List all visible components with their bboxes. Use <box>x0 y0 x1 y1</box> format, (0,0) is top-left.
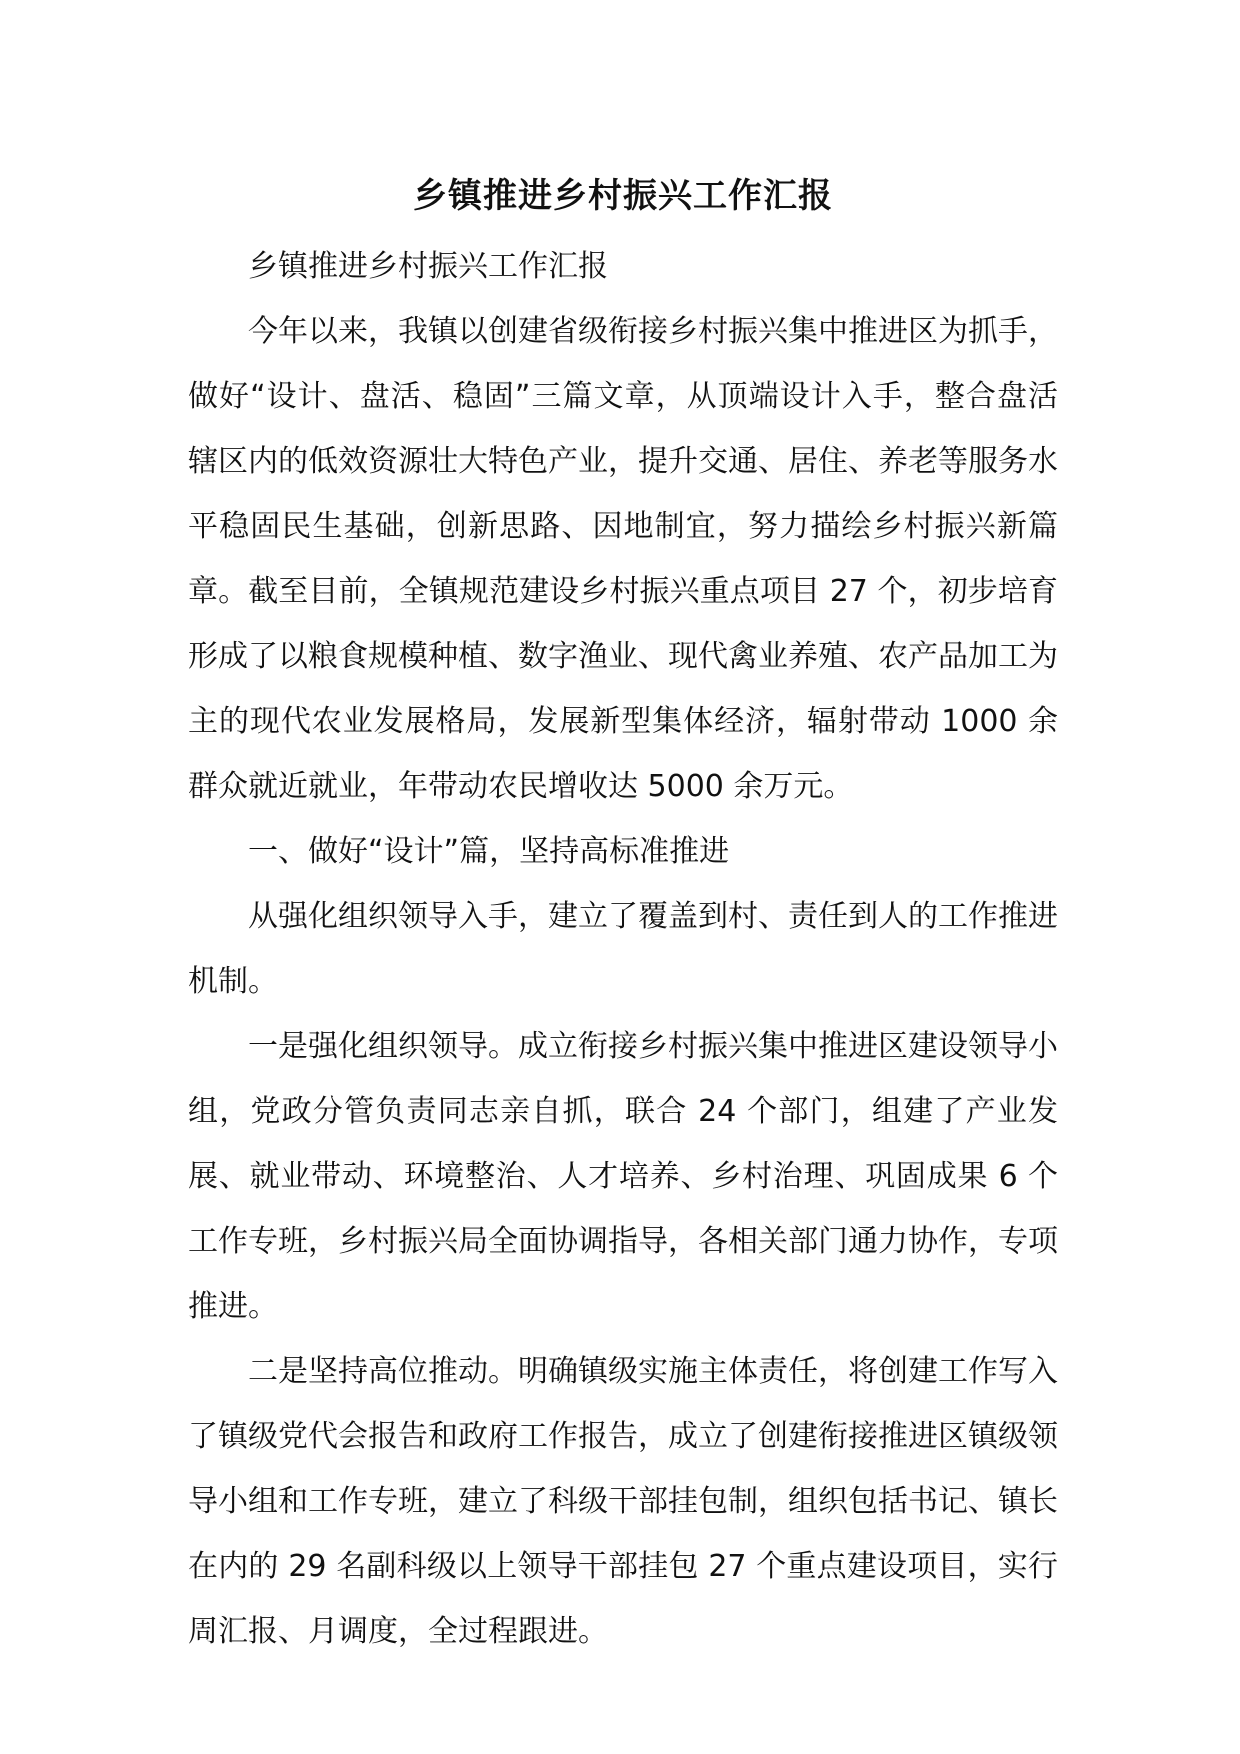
intro-paragraph: 今年以来，我镇以创建省级衔接乡村振兴集中推进区为抓手，做好“设计、盘活、稳固”三篇文章，从顶端设计入手，整合盘活辖区内的低效资源壮大特色产业，提升交通、居住、养老等服务水平稳固民生基础，创新思路、因地制宜，努力描绘乡村振兴新篇章。截至目前，全镇规范建设乡村振兴重点项目 27 个，初步培育形成了以粮食规模种植、数字渔业、现代禽业养殖、农产品加工为主的现代农业发展格局，发展新型集体经济，辐射带动 1000 余群众就近就业，年带动农民增收达 5000 余万元。 <box>188 314 1058 804</box>
document-title: 乡镇推进乡村振兴工作汇报 <box>413 176 833 216</box>
subtitle-paragraph: 乡镇推进乡村振兴工作汇报 <box>248 249 608 284</box>
document-page <box>188 172 1058 1664</box>
point-two-paragraph: 二是坚持高位推动。明确镇级实施主体责任，将创建工作写入了镇级党代会报告和政府工作报告，成立了创建衔接推进区镇级领导小组和工作专班，建立了科级干部挂包制，组织包括书记、镇长在内的 29 名副科级以上领导干部挂包 27 个重点建设项目，实行周汇报、月调度，全过程跟进。 <box>188 1354 1058 1649</box>
point-one-paragraph: 一是强化组织领导。成立衔接乡村振兴集中推进区建设领导小组，党政分管负责同志亲自抓，联合 24 个部门，组建了产业发展、就业带动、环境整治、人才培养、乡村治理、巩固成果 6 个工作专班，乡村振兴局全面协调指导，各相关部门通力协作，专项推进。 <box>188 1029 1058 1324</box>
section-heading: 一、做好“设计”篇，坚持高标准推进 <box>248 834 730 869</box>
section-intro-paragraph: 从强化组织领导入手，建立了覆盖到村、责任到人的工作推进机制。 <box>188 899 1058 999</box>
